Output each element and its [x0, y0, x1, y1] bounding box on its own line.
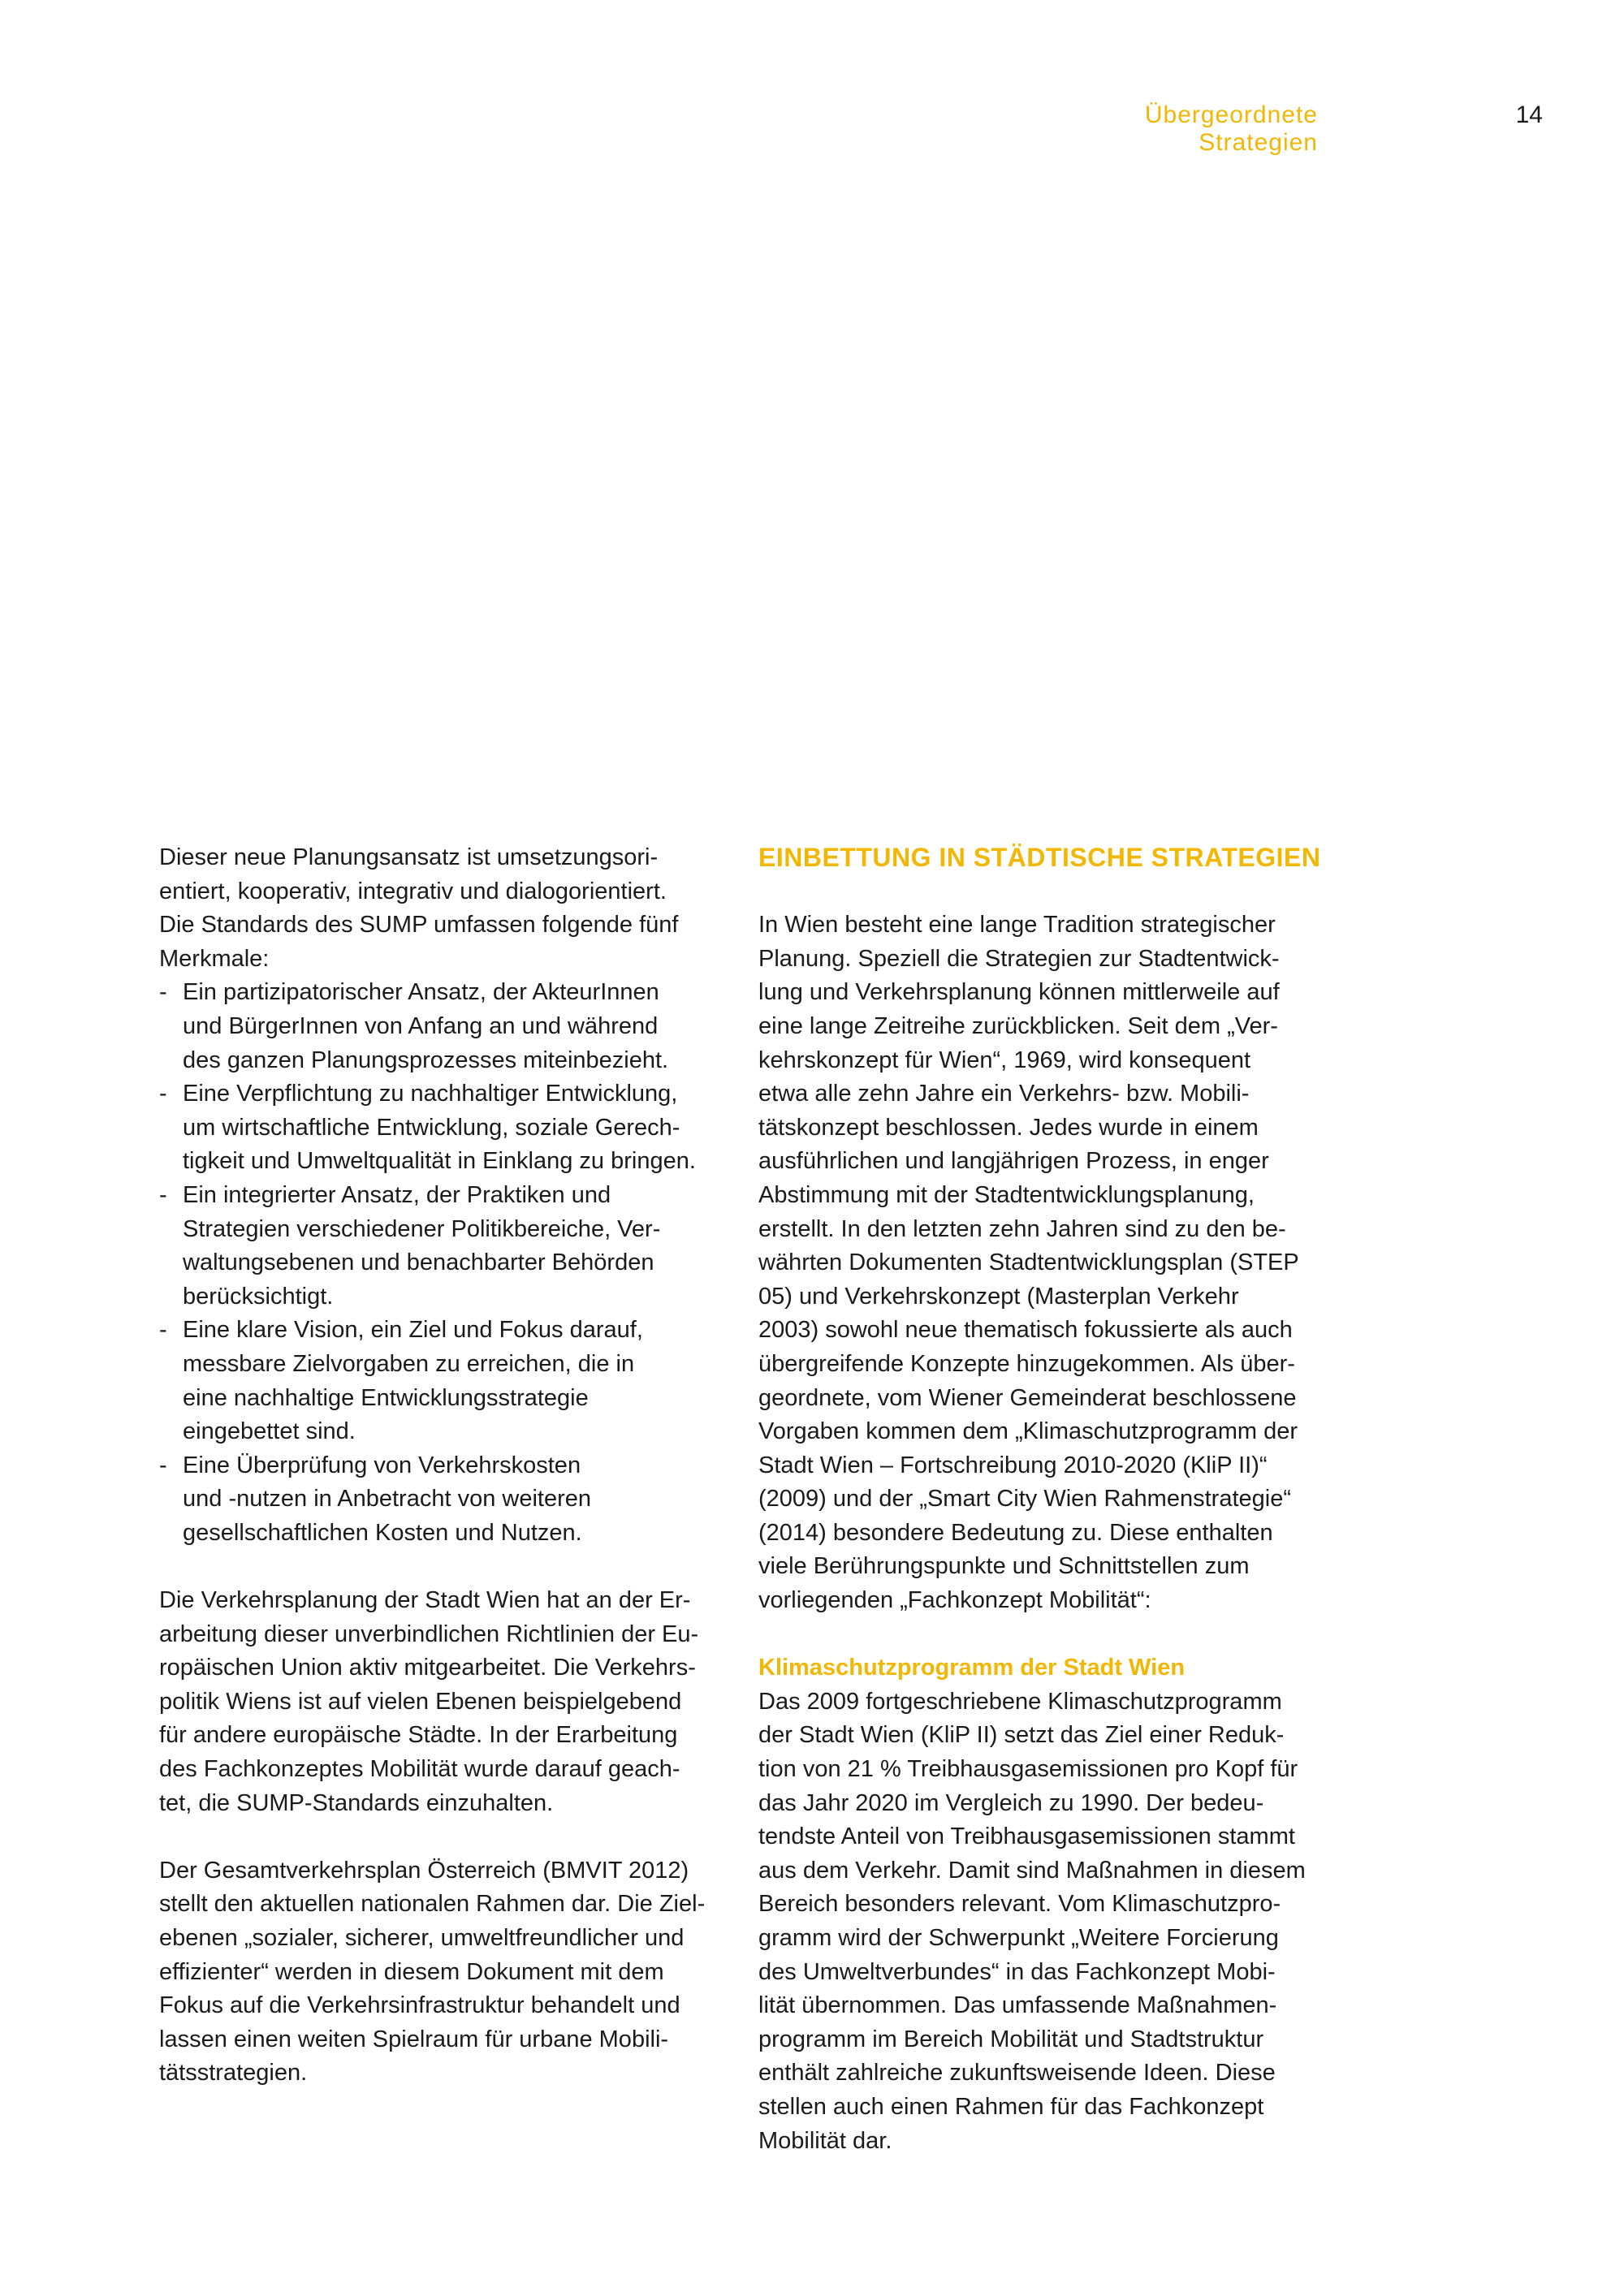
list-item: - Eine Überprüfung von Verkehrskosten und -nutzen in Anbetracht von weiteren gesellschaftlichen Kosten und Nutzen. — [159, 1449, 744, 1551]
paragraph-sump-vienna: Die Verkehrsplanung der Stadt Wien hat an der Er- arbeitung dieser unverbindlichen Richtlinien der Eu- ropäischen Union aktiv mitgearbeitet. Die Verkehrs- politik Wiens ist auf vielen Ebenen beispielgebend für andere europäische Städte. In der Erarbeitung des Fachkonzeptes Mobilität wurde darauf geach- tet, die SUMP-Standards einzuhalten. — [159, 1587, 699, 1816]
subheading-klimaschutz: Klimaschutzprogramm der Stadt Wien — [758, 1655, 1186, 1681]
left-column — [159, 841, 744, 2091]
paragraph-national-plan: Der Gesamtverkehrsplan Österreich (BMVIT 2012) stellt den aktuellen nationalen Rahmen dar. Die Ziel- ebenen „sozialer, sicherer, umweltfreundlicher und effizienter“ werden in diesem Dokument mit dem Fokus auf die Verkehrsinfrastruktur behandelt und lassen einen weiten Spielraum für urbane Mobili- tätsstrategien. — [159, 1857, 706, 2087]
right-column — [758, 841, 1343, 2158]
list-item: - Eine klare Vision, ein Ziel und Fokus darauf, messbare Zielvorgaben zu erreichen, die in eine nachhaltige Entwicklungsstrategie eingebettet sind. — [159, 1314, 744, 1448]
paragraph-strategic-planning: In Wien besteht eine lange Tradition strategischer Planung. Speziell die Strategien zur Stadtentwick- lung und Verkehrsplanung können mittlerweile auf eine lange Zeitreihe zurückblicken. Seit dem „Ver- kehrskonzept für Wien“, 1969, wird konsequent etwa alle zehn Jahre ein Verkehrs- bzw. Mobili- tätskonzept beschlossen. Jedes wurde in einem ausführlichen und langjährigen Prozess, in enger Abstimmung mit der Stadtentwicklungsplanung, erstellt. In den letzten zehn Jahren sind zu den be- währten Dokumenten Stadtentwicklungsplan (STEP 05) und Verkehrskonzept (Masterplan Verkehr 2003) sowohl neue thematisch fokussierte als auch übergreifende Konzepte hinzugekommen. Als über- geordnete, vom Wiener Gemeinderat beschlossene Vorgaben kommen dem „Klimaschutzprogramm der Stadt Wien – Fortschreibung 2010-2020 (KliP II)“ (2009) und der „Smart City Wien Rahmenstrategie“ (2014) besondere Bedeutung zu. Diese enthalten viele Berührungspunkte und Schnittstellen zum vorliegenden „Fachkonzept Mobilität“: — [758, 912, 1299, 1614]
page-number: 14 — [1515, 101, 1543, 128]
sump-criteria-list — [159, 976, 744, 1550]
section-heading: EINBETTUNG IN STÄDTISCHE STRATEGIEN — [758, 843, 1321, 872]
paragraph-klimaschutz: Das 2009 fortgeschriebene Klimaschutzprogramm der Stadt Wien (KliP II) setzt das Ziel einer Reduk- tion von 21 % Treibhausgasemissionen pro Kopf für das Jahr 2020 im Vergleich zu 1990. Der bedeu- tendste Anteil von Treibhausgasemissionen stammt aus dem Verkehr. Damit sind Maßnahmen in diesem Bereich besonders relevant. Vom Klimaschutzpro- gramm wird der Schwerpunkt „Weitere Forcierung des Umweltverbundes“ in das Fachkonzept Mobi- lität übernommen. Das umfassende Maßnahmen- programm im Bereich Mobilität und Stadtstruktur enthält zahlreiche zukunftsweisende Ideen. Diese stellen auch einen Rahmen für das Fachkonzept Mobilität dar. — [758, 1688, 1306, 2154]
running-head-section-title: Übergeordnete Strategien — [1144, 101, 1318, 156]
list-item: - Ein integrierter Ansatz, der Praktiken und Strategien verschiedener Politikbereiche, Ver- waltungsebenen und benachbarter Behörden berücksichtigt. — [159, 1179, 744, 1314]
list-item: - Ein partizipatorischer Ansatz, der AkteurInnen und BürgerInnen von Anfang an und während des ganzen Planungsprozesses miteinbezieht. — [159, 976, 744, 1077]
intro-paragraph: Dieser neue Planungsansatz ist umsetzungsori- entiert, kooperativ, integrativ und dialogorientiert. Die Standards des SUMP umfassen folgende fünf Merkmale: — [159, 844, 679, 972]
list-item: - Eine Verpflichtung zu nachhaltiger Entwicklung, um wirtschaftliche Entwicklung, soziale Gerech- tigkeit und Umweltqualität in Einklang zu bringen. — [159, 1077, 744, 1179]
